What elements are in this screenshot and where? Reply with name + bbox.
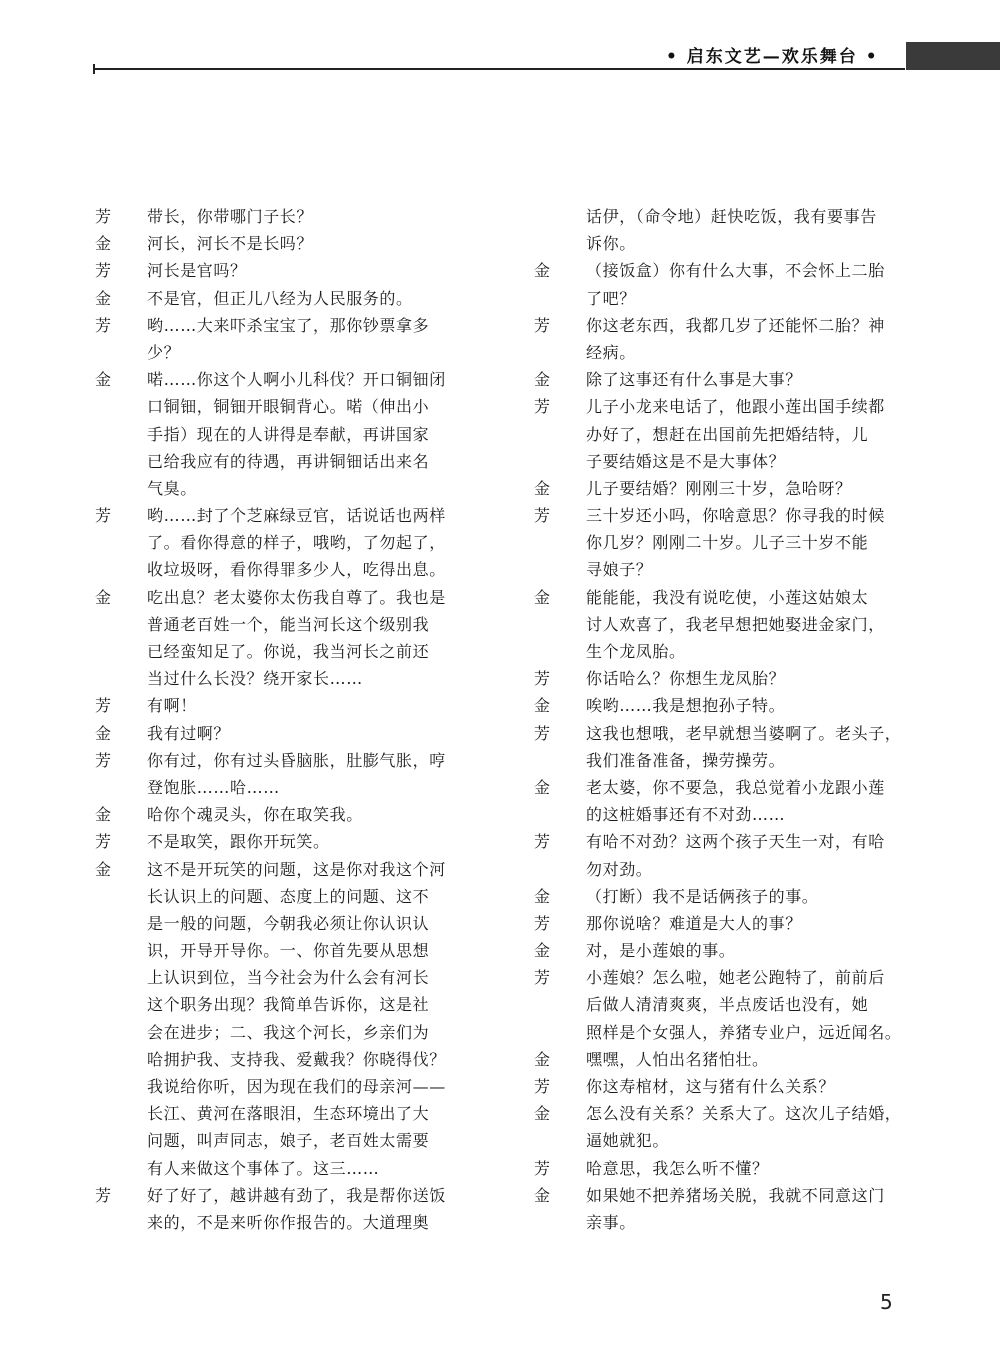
speaker-label: 芳 [95, 750, 112, 770]
speaker-label [534, 230, 586, 257]
dialogue-line [534, 285, 904, 312]
dialogue-text: 逼她就犯。 [586, 1131, 670, 1151]
dialogue-line [95, 991, 465, 1018]
dialogue-text: 不是取笑，跟你开玩笑。 [147, 832, 330, 852]
dialogue-line [534, 1127, 904, 1154]
right-column [534, 203, 904, 1236]
speaker-label [95, 964, 147, 991]
speaker-label [534, 421, 586, 448]
dialogue-line [95, 1100, 465, 1127]
dialogue-line [95, 339, 465, 366]
dialogue-text: 嘿嘿，人怕出名猪怕壮。 [586, 1049, 769, 1069]
dialogue-line [534, 475, 904, 502]
dialogue-line [95, 1155, 465, 1182]
dialogue-text: 登饱胀……哈…… [147, 777, 280, 797]
dialogue-text: 河长，河长不是长吗？ [147, 234, 314, 254]
dialogue-line [534, 638, 904, 665]
dialogue-text: 除了这事还有什么事是大事？ [586, 370, 802, 390]
page-header [0, 0, 1000, 80]
dialogue-text: 吃出息？老太婆你太伤我自尊了。我也是 [147, 587, 446, 607]
dialogue-text: 哈意思，我怎么听不懂？ [586, 1158, 769, 1178]
speaker-label: 芳 [95, 207, 112, 226]
speaker-label [95, 991, 147, 1018]
speaker-label [534, 991, 586, 1018]
dialogue-line [534, 502, 904, 529]
speaker-label: 芳 [95, 506, 112, 526]
speaker-label [95, 665, 147, 692]
speaker-label [95, 421, 147, 448]
dialogue-line [534, 203, 904, 230]
dialogue-text: 哈拥护我、支持我、爱戴我？你晓得伐？ [147, 1049, 446, 1069]
dialogue-line [534, 1100, 904, 1127]
dialogue-line [95, 584, 465, 611]
header-rule [95, 68, 905, 70]
speaker-label: 金 [95, 859, 112, 879]
dialogue-line [534, 1046, 904, 1073]
speaker-label [534, 611, 586, 638]
left-column [95, 203, 465, 1236]
dialogue-line [534, 910, 904, 937]
dialogue-line [534, 937, 904, 964]
dialogue-text: 我有过啊？ [147, 723, 231, 743]
speaker-label: 芳 [95, 1185, 112, 1205]
speaker-label [534, 448, 586, 475]
dialogue-text: 会在进步；二、我这个河长，乡亲们为 [147, 1022, 430, 1042]
speaker-label: 芳 [95, 696, 112, 716]
dialogue-line [534, 312, 904, 339]
dialogue-line [95, 910, 465, 937]
header-title: • 启东文艺—欢乐舞台 • [666, 47, 879, 67]
dialogue-text: 照样是个女强人，养猪专业户，远近闻名。 [586, 1022, 902, 1042]
speaker-label [95, 883, 147, 910]
dialogue-text: 上认识到位，当今社会为什么会有河长 [147, 968, 430, 988]
speaker-label [534, 1019, 586, 1046]
dialogue-text: 有人来做这个事体了。这三…… [147, 1158, 380, 1178]
dialogue-text: 不是官，但正儿八经为人民服务的。 [147, 288, 413, 308]
dialogue-text: 儿子小龙来电话了，他跟小莲出国手续都 [586, 397, 885, 417]
dialogue-text: 长江、黄河在落眼泪，生态环境出了大 [147, 1104, 430, 1124]
dialogue-text: 喏……你这个人啊小儿科伐？开口铜钿闭 [147, 370, 446, 390]
dialogue-line [95, 1127, 465, 1154]
speaker-label: 金 [95, 587, 112, 607]
speaker-label: 芳 [534, 913, 551, 933]
dialogue-line [534, 964, 904, 991]
speaker-label [534, 1209, 586, 1236]
dialogue-text: 办好了，想赶在出国前先把婚结特，儿 [586, 424, 869, 444]
dialogue-text: 话伊，（命令地）赶快吃饭，我有要事告 [586, 207, 877, 226]
speaker-label: 金 [95, 234, 112, 254]
dialogue-text: 诉你。 [586, 234, 636, 254]
dialogue-text: 我们准备准备，操劳操劳。 [586, 750, 786, 770]
dialogue-text: 子要结婚这是不是大事体？ [586, 451, 786, 471]
dialogue-line [95, 720, 465, 747]
speaker-label: 芳 [534, 723, 551, 743]
speaker-label [534, 556, 586, 583]
dialogue-line [95, 856, 465, 883]
speaker-label [95, 1127, 147, 1154]
dialogue-line [534, 991, 904, 1018]
speaker-label [534, 856, 586, 883]
speaker-label: 金 [534, 886, 551, 906]
dialogue-line [534, 448, 904, 475]
dialogue-line [534, 1073, 904, 1100]
speaker-label: 芳 [534, 832, 551, 852]
dialogue-line [95, 448, 465, 475]
dialogue-line [534, 584, 904, 611]
dialogue-line [95, 1019, 465, 1046]
dialogue-text: 这我也想哦，老早就想当婆啊了。老头子， [586, 723, 902, 743]
dialogue-line [534, 1019, 904, 1046]
speaker-label: 芳 [534, 968, 551, 988]
dialogue-line [534, 856, 904, 883]
dialogue-line [534, 366, 904, 393]
speaker-label: 金 [534, 1049, 551, 1069]
speaker-label [95, 937, 147, 964]
speaker-label [534, 339, 586, 366]
dialogue-text: （接饭盒）你有什么大事，不会怀上二胎 [586, 261, 885, 281]
dialogue-line [95, 747, 465, 774]
speaker-label: 金 [534, 777, 551, 797]
dialogue-text: 问题，叫声同志，娘子，老百姓太需要 [147, 1131, 430, 1151]
dialogue-text: 识，开导开导你。一、你首先要从思想 [147, 941, 430, 961]
dialogue-line [95, 230, 465, 257]
dialogue-text: 当过什么长没？绕开家长…… [147, 669, 363, 689]
dialogue-line [534, 828, 904, 855]
speaker-label: 芳 [534, 1158, 551, 1178]
dialogue-text: 带长，你带哪门子长？ [147, 207, 314, 226]
dialogue-text: 气臭。 [147, 478, 197, 498]
dialogue-line [95, 366, 465, 393]
speaker-label: 金 [95, 370, 112, 390]
dialogue-line [95, 1073, 465, 1100]
dialogue-text: 你这寿棺材，这与猪有什么关系？ [586, 1077, 836, 1096]
dialogue-line [95, 393, 465, 420]
dialogue-line [95, 828, 465, 855]
speaker-label [534, 801, 586, 828]
dialogue-line [95, 475, 465, 502]
speaker-label: 芳 [95, 261, 112, 281]
speaker-label [95, 529, 147, 556]
dialogue-text: 你话哈么？你想生龙凤胎？ [586, 669, 786, 689]
speaker-label: 金 [95, 288, 112, 308]
dialogue-line [534, 611, 904, 638]
speaker-label [534, 1127, 586, 1154]
dialogue-line [95, 692, 465, 719]
dialogue-text: （打断）我不是话俩孩子的事。 [586, 886, 819, 906]
dialogue-line [95, 285, 465, 312]
header-dark-block [906, 42, 1000, 70]
dialogue-text: 勿对劲。 [586, 859, 653, 879]
speaker-label: 金 [534, 478, 551, 498]
speaker-label [95, 774, 147, 801]
dialogue-text: 你有过，你有过头昏脑胀，肚膨气胀，哼 [147, 750, 446, 770]
dialogue-line [534, 774, 904, 801]
speaker-label [95, 1019, 147, 1046]
dialogue-text: 你几岁？刚刚二十岁。儿子三十岁不能 [586, 533, 869, 553]
dialogue-line [95, 964, 465, 991]
dialogue-line [95, 1046, 465, 1073]
dialogue-text: 哈你个魂灵头，你在取笑我。 [147, 805, 363, 825]
speaker-label: 芳 [534, 397, 551, 417]
speaker-label: 芳 [534, 506, 551, 526]
dialogue-text: 的这桩婚事还有不对劲…… [586, 805, 786, 825]
speaker-label [95, 1073, 147, 1100]
speaker-label [95, 339, 147, 366]
speaker-label: 芳 [534, 315, 551, 335]
dialogue-line [534, 556, 904, 583]
speaker-label: 金 [534, 587, 551, 607]
dialogue-line [95, 937, 465, 964]
speaker-label: 金 [534, 941, 551, 961]
dialogue-line [534, 720, 904, 747]
speaker-label: 金 [534, 1104, 551, 1124]
dialogue-text: 怎么没有关系？关系大了。这次儿子结婚， [586, 1104, 902, 1124]
dialogue-line [95, 611, 465, 638]
dialogue-line [95, 665, 465, 692]
dialogue-text: 收垃圾呀，看你得罪多少人，吃得出息。 [147, 560, 446, 580]
dialogue-line [534, 665, 904, 692]
dialogue-text: 长认识上的问题、态度上的问题、这不 [147, 886, 430, 906]
speaker-label [95, 1209, 147, 1236]
dialogue-line [95, 1182, 465, 1209]
speaker-label: 芳 [534, 1077, 551, 1096]
dialogue-text: 经病。 [586, 342, 636, 362]
speaker-label: 金 [534, 370, 551, 390]
speaker-label [95, 611, 147, 638]
dialogue-text: 你这老东西，我都几岁了还能怀二胎？神 [586, 315, 885, 335]
dialogue-line [534, 692, 904, 719]
dialogue-line [534, 529, 904, 556]
speaker-label [95, 393, 147, 420]
speaker-label: 金 [534, 261, 551, 281]
dialogue-line [534, 421, 904, 448]
speaker-label [95, 475, 147, 502]
speaker-label [534, 747, 586, 774]
speaker-label: 金 [95, 805, 112, 825]
dialogue-text: 后做人清清爽爽，半点废话也没有，她 [586, 995, 869, 1015]
dialogue-line [534, 1155, 904, 1182]
dialogue-line [534, 393, 904, 420]
dialogue-text: 儿子要结婚？刚刚三十岁，急哈呀？ [586, 478, 852, 498]
dialogue-text: 唉哟……我是想抱孙子特。 [586, 696, 786, 716]
dialogue-text: 有啊！ [147, 696, 197, 716]
dialogue-text: 了。看你得意的样子，哦哟，了勿起了， [147, 533, 446, 553]
dialogue-line [95, 421, 465, 448]
dialogue-text: 亲事。 [586, 1212, 636, 1232]
dialogue-text: 对，是小莲娘的事。 [586, 941, 736, 961]
dialogue-text: 那你说啥？难道是大人的事？ [586, 913, 802, 933]
speaker-label [95, 556, 147, 583]
dialogue-line [534, 1209, 904, 1236]
speaker-label [95, 1155, 147, 1182]
dialogue-text: 了吧？ [586, 288, 636, 308]
speaker-label: 金 [95, 723, 112, 743]
dialogue-text: 口铜钿，铜钿开眼铜背心。喏（伸出小 [147, 397, 430, 417]
dialogue-line [534, 339, 904, 366]
speaker-label [95, 1100, 147, 1127]
dialogue-text: 小莲娘？怎么啦，她老公跑特了，前前后 [586, 968, 885, 988]
dialogue-text: 我说给你听，因为现在我们的母亲河—— [147, 1077, 446, 1096]
page-number: 5 [880, 1290, 893, 1314]
dialogue-text: 哟……大来吓杀宝宝了，那你钞票拿多 [147, 315, 430, 335]
dialogue-text: 有哈不对劲？这两个孩子天生一对，有哈 [586, 832, 885, 852]
dialogue-text: 能能能，我没有说吃使，小莲这姑娘太 [586, 587, 869, 607]
speaker-label [95, 638, 147, 665]
speaker-label: 芳 [95, 832, 112, 852]
dialogue-text: 已给我应有的待遇，再讲铜钿话出来名 [147, 451, 430, 471]
dialogue-text: 是一般的问题，今朝我必须让你认识认 [147, 913, 430, 933]
dialogue-line [534, 883, 904, 910]
speaker-label [534, 285, 586, 312]
dialogue-line [95, 801, 465, 828]
speaker-label [534, 638, 586, 665]
dialogue-text: 三十岁还小吗，你啥意思？你寻我的时候 [586, 506, 885, 526]
dialogue-text: 已经蛮知足了。你说，我当河长之前还 [147, 642, 430, 661]
dialogue-text: 哟……封了个芝麻绿豆官，话说话也两样 [147, 506, 446, 526]
dialogue-text: 河长是官吗？ [147, 261, 247, 281]
speaker-label [534, 203, 586, 230]
speaker-label [95, 1046, 147, 1073]
dialogue-text: 好了好了，越讲越有劲了，我是帮你送饭 [147, 1185, 446, 1205]
dialogue-line [95, 638, 465, 665]
dialogue-text: 老太婆，你不要急，我总觉着小龙跟小莲 [586, 777, 885, 797]
speaker-label: 芳 [95, 315, 112, 335]
dialogue-line [95, 257, 465, 284]
speaker-label: 金 [534, 1185, 551, 1205]
dialogue-text: 生个龙凤胎。 [586, 642, 686, 661]
dialogue-line [534, 1182, 904, 1209]
dialogue-line [95, 529, 465, 556]
dialogue-text: 少？ [147, 342, 181, 362]
dialogue-line [95, 556, 465, 583]
dialogue-line [534, 257, 904, 284]
dialogue-line [534, 747, 904, 774]
dialogue-text: 这个职务出现？我简单告诉你，这是社 [147, 995, 430, 1015]
dialogue-text: 寻娘子？ [586, 560, 653, 580]
speaker-label: 芳 [534, 669, 551, 689]
dialogue-line [534, 801, 904, 828]
dialogue-text: 这不是开玩笑的问题，这是你对我这个河 [147, 859, 446, 879]
dialogue-line [95, 883, 465, 910]
speaker-label [534, 529, 586, 556]
dialogue-text: 讨人欢喜了，我老早想把她娶进金家门， [586, 614, 885, 634]
dialogue-line [95, 502, 465, 529]
dialogue-text: 如果她不把养猪场关脱，我就不同意这门 [586, 1185, 885, 1205]
dialogue-text: 普通老百姓一个，能当河长这个级别我 [147, 614, 430, 634]
speaker-label [95, 448, 147, 475]
speaker-label [95, 910, 147, 937]
speaker-label: 金 [534, 696, 551, 716]
dialogue-line [95, 1209, 465, 1236]
dialogue-line [95, 774, 465, 801]
dialogue-line [534, 230, 904, 257]
dialogue-text: 来的，不是来听你作报告的。大道理奥 [147, 1212, 430, 1232]
dialogue-text: 手指）现在的人讲得是奉献，再讲国家 [147, 424, 430, 444]
dialogue-line [95, 312, 465, 339]
dialogue-line [95, 203, 465, 230]
